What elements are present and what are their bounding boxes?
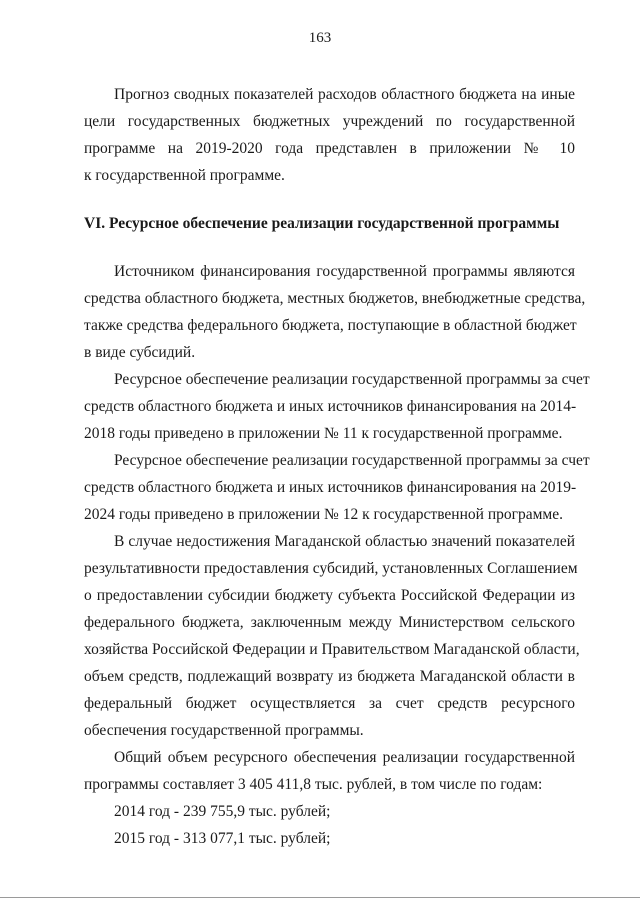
paragraph-2-line-2: средства областного бюджета, местных бюджетов, внебюджетные средства,	[84, 290, 586, 307]
paragraph-2-line-1: Источником финансирования государственной программы являются	[114, 263, 575, 280]
paragraph-5-line-1: В случае недостижения Магаданской областью значений показателей	[114, 533, 575, 550]
paragraph-6-line-2: программы составляет 3 405 411,8 тыс. рублей, в том числе по годам:	[84, 776, 543, 793]
section-heading: VI. Ресурсное обеспечение реализации государственной программы	[84, 215, 560, 232]
paragraph-3-line-1: Ресурсное обеспечение реализации государственной программы за счет	[114, 371, 590, 388]
paragraph-5-line-7: федеральный бюджет осуществляется за счет средств ресурсного	[84, 695, 575, 712]
year-item-2014: 2014 год - 239 755,9 тыс. рублей;	[114, 803, 331, 820]
paragraph-5-line-5: хозяйства Российской Федерации и Правительством Магаданской области,	[84, 641, 580, 658]
paragraph-1-line-4: к государственной программе.	[84, 167, 285, 184]
paragraph-5-line-4: федерального бюджета, заключенным между Министерством сельского	[84, 614, 575, 631]
year-item-2015: 2015 год - 313 077,1 тыс. рублей;	[114, 830, 331, 847]
paragraph-3-line-2: средств областного бюджета и иных источников финансирования на 2014-	[84, 398, 577, 415]
paragraph-5-line-6: объем средств, подлежащий возврату из бюджета Магаданской области в	[84, 668, 575, 685]
paragraph-1-line-3: программе на 2019-2020 года представлен в приложении № 10	[84, 140, 575, 157]
paragraph-5-line-2: результативности предоставления субсидий, установленных Соглашением	[84, 560, 578, 577]
paragraph-4-line-3: 2024 годы приведено в приложении № 12 к государственной программе.	[84, 506, 563, 523]
bottom-edge-line	[0, 897, 640, 898]
paragraph-5-line-8: обеспечения государственной программы.	[84, 722, 364, 739]
paragraph-1-line-1: Прогноз сводных показателей расходов областного бюджета на иные	[114, 86, 575, 103]
page-number: 163	[308, 30, 332, 46]
paragraph-6-line-1: Общий объем ресурсного обеспечения реализации государственной	[114, 749, 575, 766]
paragraph-3-line-3: 2018 годы приведено в приложении № 11 к государственной программе.	[84, 425, 563, 442]
paragraph-2-line-3: также средства федерального бюджета, поступающие в областной бюджет	[84, 317, 577, 334]
paragraph-4-line-1: Ресурсное обеспечение реализации государственной программы за счет	[114, 452, 590, 469]
paragraph-5-line-3: о предоставлении субсидии бюджету субъекта Российской Федерации из	[84, 587, 575, 604]
paragraph-2-line-4: в виде субсидий.	[84, 344, 196, 361]
paragraph-4-line-2: средств областного бюджета и иных источников финансирования на 2019-	[84, 479, 577, 496]
paragraph-1-line-2: цели государственных бюджетных учреждений по государственной	[84, 113, 575, 130]
